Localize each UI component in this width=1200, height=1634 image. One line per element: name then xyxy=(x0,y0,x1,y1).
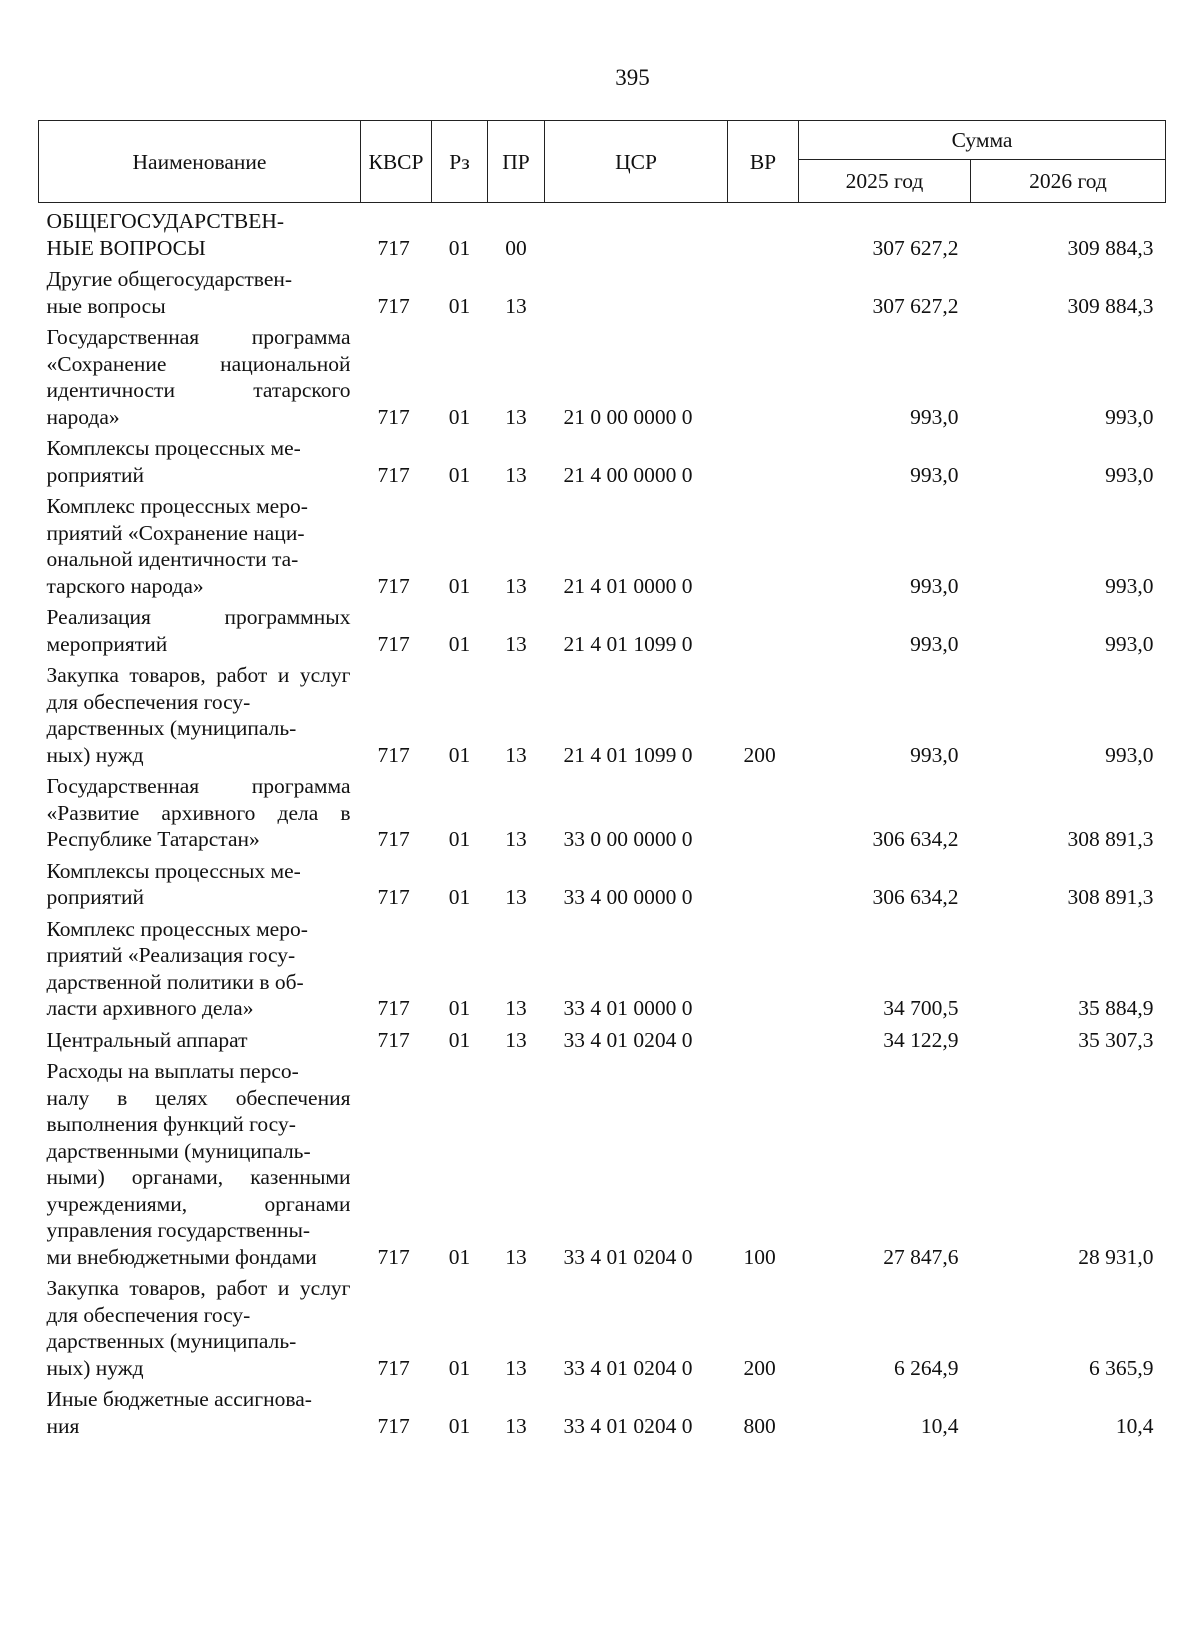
header-sum: Сумма xyxy=(799,121,1166,160)
cell-rz: 01 xyxy=(448,573,471,598)
header-year-2025: 2025 год xyxy=(799,160,971,203)
cell-rz: 01 xyxy=(448,235,471,260)
cell-sum-2025: 34 122,9 xyxy=(883,1027,959,1052)
cell-sum-2025: 993,0 xyxy=(910,631,959,656)
cell-sum-2026: 35 307,3 xyxy=(1078,1027,1154,1052)
cell-csr xyxy=(545,203,728,262)
cell-sum-2026: 309 884,3 xyxy=(1067,293,1154,318)
cell-sum-2025: 993,0 xyxy=(910,742,959,767)
cell-vr xyxy=(728,853,799,911)
cell-pr: 13 xyxy=(505,996,527,1020)
cell-rz: 01 xyxy=(448,1244,471,1269)
cell-kvsr: 717 xyxy=(377,1355,410,1380)
cell-sum-2025: 34 700,5 xyxy=(883,996,959,1020)
cell-sum-2026: 35 884,9 xyxy=(1078,996,1154,1020)
cell-sum-2026: 993,0 xyxy=(1105,462,1154,487)
cell-sum-2026: 308 891,3 xyxy=(1067,885,1154,909)
cell-vr: 200 xyxy=(743,1355,776,1380)
table-header xyxy=(39,121,1166,203)
cell-csr: 33 0 00 0000 0 xyxy=(563,827,693,851)
cell-kvsr: 717 xyxy=(377,1244,410,1269)
cell-pr: 13 xyxy=(505,631,527,656)
cell-pr: 13 xyxy=(505,742,527,767)
cell-kvsr: 717 xyxy=(377,235,410,260)
cell-pr: 13 xyxy=(505,885,527,909)
table-row xyxy=(39,853,1166,911)
cell-name: Государственная программа «Развитие архивного дела в Республике Татарстан» xyxy=(46,774,351,851)
cell-rz: 01 xyxy=(448,1027,471,1052)
cell-sum-2026: 28 931,0 xyxy=(1078,1244,1154,1269)
cell-rz: 01 xyxy=(448,1355,471,1380)
table-row xyxy=(39,1381,1166,1439)
cell-sum-2026: 993,0 xyxy=(1105,573,1154,598)
cell-vr xyxy=(728,430,799,488)
cell-sum-2026: 308 891,3 xyxy=(1067,827,1154,851)
header-pr: ПР xyxy=(488,121,545,203)
cell-vr xyxy=(728,1022,799,1054)
table-row xyxy=(39,488,1166,599)
cell-sum-2025: 306 634,2 xyxy=(872,885,959,909)
cell-vr xyxy=(728,203,799,262)
cell-sum-2025: 307 627,2 xyxy=(872,235,959,260)
table-row xyxy=(39,203,1166,262)
cell-csr: 33 4 01 0000 0 xyxy=(563,996,693,1020)
cell-csr: 21 0 00 0000 0 xyxy=(563,404,693,429)
table-row xyxy=(39,1053,1166,1270)
cell-sum-2025: 27 847,6 xyxy=(883,1244,959,1269)
header-csr: ЦСР xyxy=(545,121,728,203)
cell-vr: 100 xyxy=(743,1244,776,1269)
cell-rz: 01 xyxy=(448,631,471,656)
cell-rz: 01 xyxy=(448,462,471,487)
cell-rz: 01 xyxy=(448,404,471,429)
cell-kvsr: 717 xyxy=(377,1027,410,1052)
cell-kvsr: 717 xyxy=(377,293,410,318)
cell-pr: 13 xyxy=(505,293,527,318)
cell-csr: 33 4 01 0204 0 xyxy=(563,1355,693,1380)
cell-name: Реализация программных мероприятий xyxy=(46,605,351,656)
cell-sum-2026: 10,4 xyxy=(1115,1413,1154,1438)
budget-table xyxy=(38,120,1166,1439)
cell-kvsr: 717 xyxy=(377,885,410,909)
cell-rz: 01 xyxy=(448,742,471,767)
cell-sum-2026: 309 884,3 xyxy=(1067,235,1154,260)
cell-sum-2025: 993,0 xyxy=(910,462,959,487)
table-row xyxy=(39,430,1166,488)
cell-vr xyxy=(728,911,799,1022)
cell-rz: 01 xyxy=(448,885,471,909)
table-row xyxy=(39,768,1166,853)
cell-sum-2025: 307 627,2 xyxy=(872,293,959,318)
cell-rz: 01 xyxy=(448,1413,471,1438)
cell-kvsr: 717 xyxy=(377,462,410,487)
cell-rz: 01 xyxy=(448,293,471,318)
cell-csr: 21 4 00 0000 0 xyxy=(563,462,693,487)
page-number: 395 xyxy=(615,65,650,90)
cell-rz: 01 xyxy=(448,996,471,1020)
cell-sum-2026: 6 365,9 xyxy=(1089,1355,1154,1380)
header-vr: ВР xyxy=(728,121,799,203)
header-rz: Рз xyxy=(432,121,488,203)
cell-kvsr: 717 xyxy=(377,631,410,656)
cell-name: Закупка товаров, работ и услуг для обеспечения госу- дарственных (муниципаль- ных) нужд xyxy=(46,663,351,767)
cell-name: Комплекс процессных меро- приятий «Сохранение наци- ональной идентичности та- тарского народа» xyxy=(46,494,308,598)
table-row xyxy=(39,911,1166,1022)
cell-kvsr: 717 xyxy=(377,996,410,1020)
cell-csr: 33 4 00 0000 0 xyxy=(563,885,693,909)
cell-sum-2025: 6 264,9 xyxy=(894,1355,959,1380)
cell-vr xyxy=(728,319,799,430)
cell-pr: 13 xyxy=(505,1027,527,1052)
cell-sum-2025: 10,4 xyxy=(920,1413,959,1438)
cell-csr: 33 4 01 0204 0 xyxy=(563,1413,693,1438)
cell-sum-2026: 993,0 xyxy=(1105,631,1154,656)
header-year-2026: 2026 год xyxy=(971,160,1166,203)
cell-sum-2025: 306 634,2 xyxy=(872,827,959,851)
cell-name: Комплексы процессных ме- роприятий xyxy=(46,436,301,487)
cell-csr: 21 4 01 1099 0 xyxy=(563,742,693,767)
table-row xyxy=(39,657,1166,768)
cell-pr: 13 xyxy=(505,404,527,429)
cell-pr: 13 xyxy=(505,573,527,598)
table-body xyxy=(39,203,1166,1440)
cell-name: Расходы на выплаты персо- налу в целях обеспечения выполнения функций госу- дарственными (муниципаль- ными) органами, казенными учреждениями, органами управления государственны- ми внебюджетными фондами xyxy=(46,1059,351,1269)
cell-vr xyxy=(728,261,799,319)
cell-sum-2025: 993,0 xyxy=(910,404,959,429)
table-row xyxy=(39,1022,1166,1054)
header-kvsr: КВСР xyxy=(361,121,432,203)
cell-name: Государственная программа «Сохранение национальной идентичности татарского народа» xyxy=(46,325,351,429)
cell-csr: 33 4 01 0204 0 xyxy=(563,1027,693,1052)
cell-vr xyxy=(728,488,799,599)
cell-sum-2026: 993,0 xyxy=(1105,742,1154,767)
cell-sum-2025: 993,0 xyxy=(910,573,959,598)
cell-name: Центральный аппарат xyxy=(46,1027,248,1052)
cell-vr: 200 xyxy=(743,742,776,767)
cell-vr: 800 xyxy=(743,1413,776,1438)
cell-kvsr: 717 xyxy=(377,573,410,598)
cell-name: Комплексы процессных ме- роприятий xyxy=(46,858,301,909)
table-row xyxy=(39,261,1166,319)
cell-kvsr: 717 xyxy=(377,404,410,429)
cell-pr: 00 xyxy=(505,235,527,260)
cell-name: ОБЩЕГОСУДАРСТВЕН- НЫЕ ВОПРОСЫ xyxy=(46,209,285,260)
table-row xyxy=(39,1270,1166,1381)
cell-csr: 21 4 01 0000 0 xyxy=(563,573,693,598)
table-row xyxy=(39,599,1166,657)
cell-name: Комплекс процессных меро- приятий «Реализация госу- дарственной политики в об- ласти архивного дела» xyxy=(46,916,308,1020)
cell-pr: 13 xyxy=(505,1244,527,1269)
cell-kvsr: 717 xyxy=(377,827,410,851)
header-name: Наименование xyxy=(39,121,361,203)
cell-name: Другие общегосударствен- ные вопросы xyxy=(46,267,293,318)
cell-name: Иные бюджетные ассигнова- ния xyxy=(46,1387,312,1438)
cell-name: Закупка товаров, работ и услуг для обеспечения госу- дарственных (муниципаль- ных) нужд xyxy=(46,1276,351,1380)
cell-sum-2026: 993,0 xyxy=(1105,404,1154,429)
cell-kvsr: 717 xyxy=(377,742,410,767)
cell-csr: 21 4 01 1099 0 xyxy=(563,631,693,656)
cell-csr xyxy=(545,261,728,319)
cell-pr: 13 xyxy=(505,1355,527,1380)
cell-kvsr: 717 xyxy=(377,1413,410,1438)
table-row xyxy=(39,319,1166,430)
cell-vr xyxy=(728,768,799,853)
cell-rz: 01 xyxy=(448,827,471,851)
cell-pr: 13 xyxy=(505,827,527,851)
cell-csr: 33 4 01 0204 0 xyxy=(563,1244,693,1269)
cell-vr xyxy=(728,599,799,657)
cell-pr: 13 xyxy=(505,462,527,487)
cell-pr: 13 xyxy=(505,1413,527,1438)
